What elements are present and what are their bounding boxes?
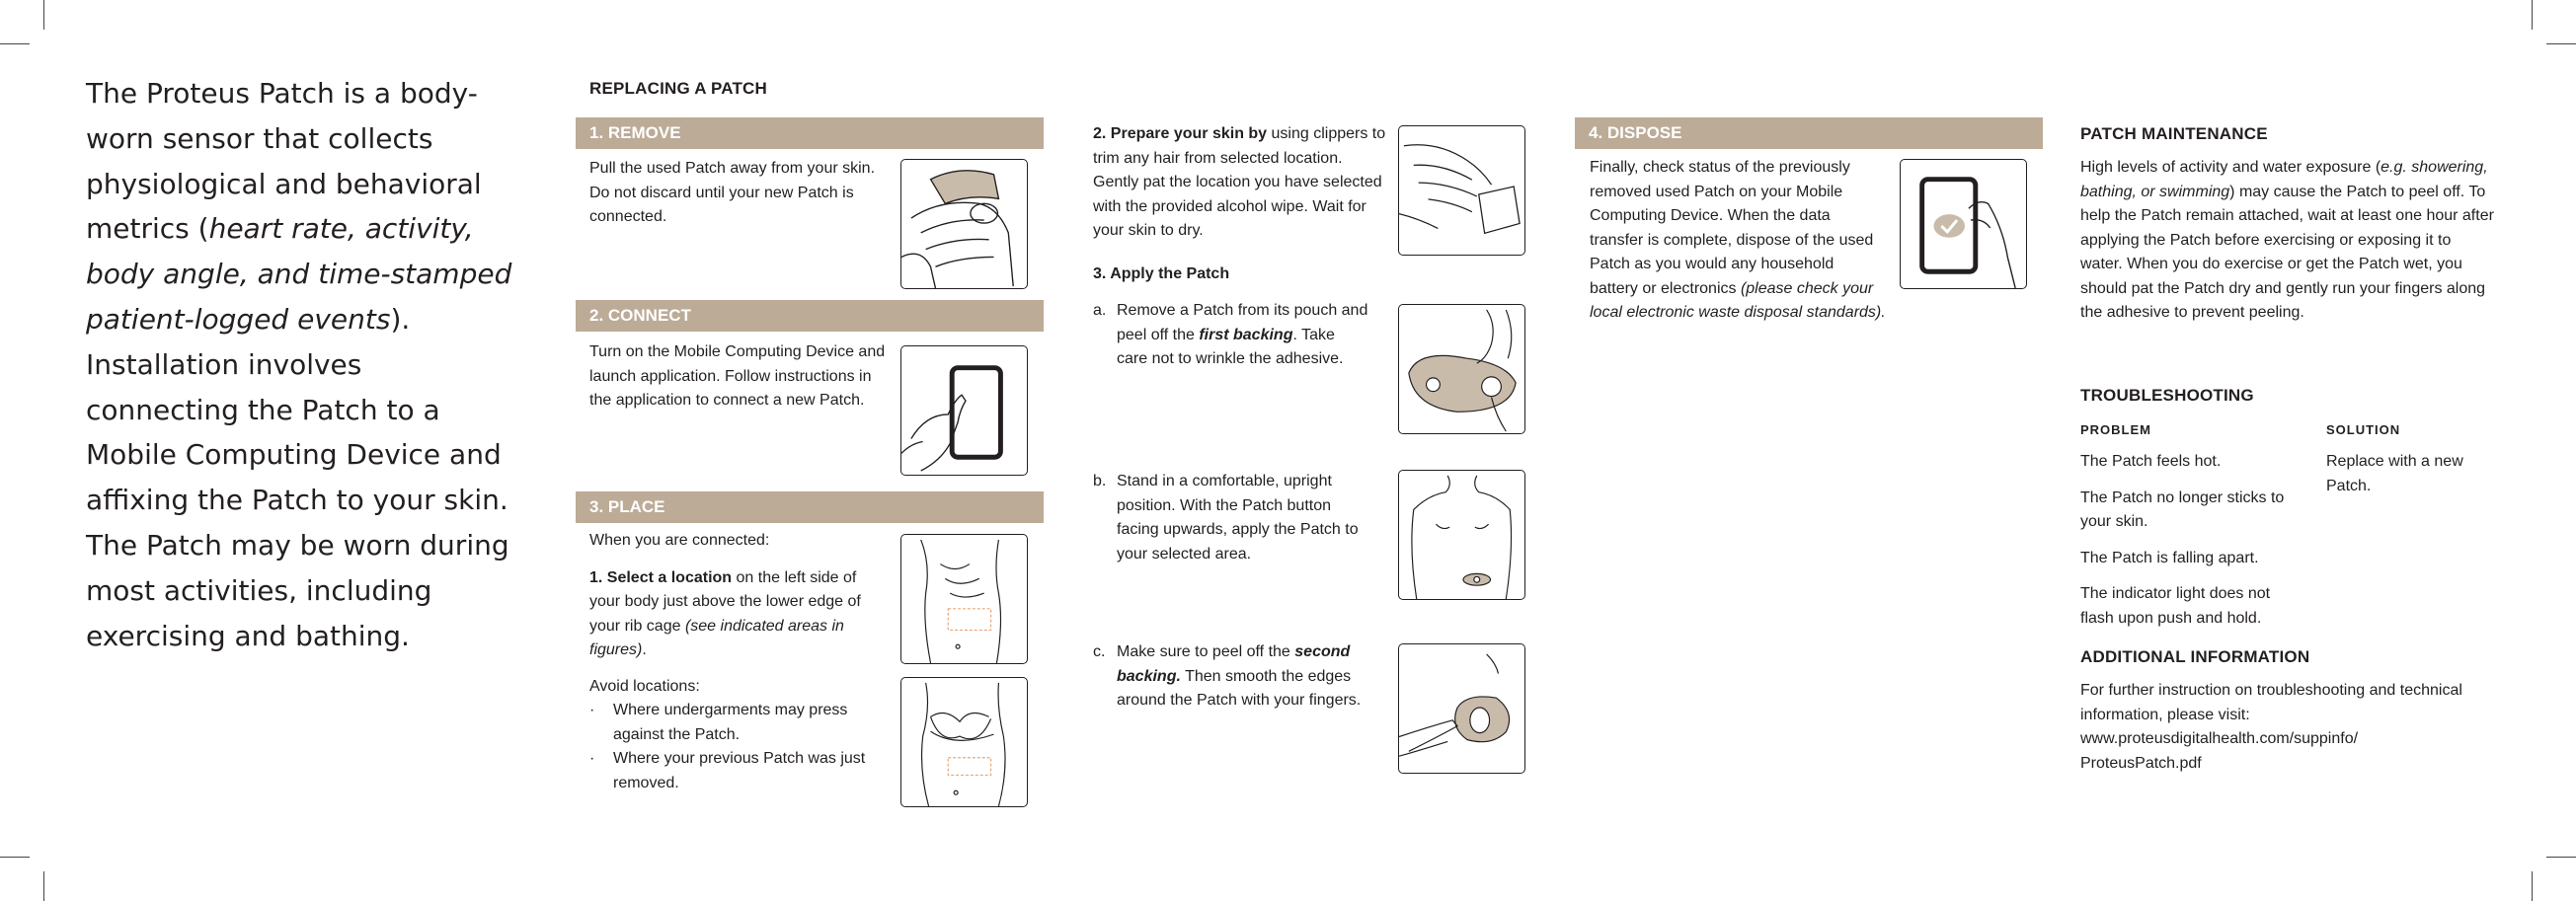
step-b [1093, 470, 1369, 566]
step-c-mark: c. [1093, 643, 1106, 660]
place-header: 3. PLACE [576, 491, 1044, 523]
torso-location-figure [900, 534, 1028, 664]
additional-text [2080, 679, 2495, 776]
additional-title: ADDITIONAL INFORMATION [2080, 647, 2310, 666]
prepare-text [1093, 122, 1389, 244]
select-location-italic: (see indicated areas in figures) [589, 617, 844, 658]
problem-header: PROBLEM [2080, 422, 2151, 437]
bullet-text: Where your previous Patch was just removed. [613, 750, 866, 791]
select-location-end: . [642, 641, 647, 658]
maintenance-title: PATCH MAINTENANCE [2080, 124, 2268, 143]
table-row: The Patch no longer sticks to your skin. [2080, 488, 2285, 530]
phone-check-figure [1900, 159, 2027, 289]
intro-text: The Proteus Patch is a body-worn sensor that collects physiological and behavioral metrics ( [86, 77, 482, 246]
avoid-title: Avoid locations: [589, 677, 700, 695]
dispose-italic: (please check your local electronic waste disposal standards). [1590, 279, 1886, 321]
prepare-skin-figure [1398, 125, 1525, 256]
step-a-text-end: . Take care not to wrinkle the adhesive. [1117, 326, 1344, 367]
crop-mark [43, 871, 44, 901]
smooth-edges-figure [1398, 643, 1525, 774]
crop-mark [2532, 871, 2533, 901]
remove-text: Pull the used Patch away from your skin. Do not discard until your new Patch is connected. [589, 160, 876, 225]
step-b-text: Stand in a comfortable, upright position. With the Patch button facing upwards, apply the Patch to your selected area. [1117, 473, 1359, 563]
bra-location-figure [900, 677, 1028, 807]
place-intro: When you are connected: [589, 532, 770, 549]
step-c [1093, 640, 1369, 713]
connect-text: Turn on the Mobile Computing Device and launch application. Follow instructions in the application to connect a new Patch. [589, 343, 886, 409]
maintenance-body-start: High levels of activity and water exposure ( [2080, 159, 2381, 176]
step-a-text [1117, 299, 1369, 372]
bullet-mark: · [589, 702, 595, 718]
crop-mark [2546, 43, 2576, 44]
step-a-mark: a. [1093, 302, 1107, 319]
problem-list [2080, 450, 2307, 631]
list-item [589, 699, 888, 747]
additional-url-file: ProteusPatch.pdf [2080, 754, 2202, 772]
step-c-italic: second backing. [1117, 643, 1351, 685]
select-location-bold: 1. Select a location [589, 568, 733, 586]
step-c-text [1117, 640, 1369, 713]
apply-title: 3. Apply the Patch [1093, 265, 1230, 282]
step-a-italic: first backing [1199, 326, 1293, 343]
maintenance-body-end: ) may cause the Patch to peel off. To help the Patch remain attached, wait at least one hour after applying the Patch before exercising or exposing it to water. When you do exercise or get the Patch wet, you should pat the Patch dry and gently run your fingers along the adhesive to prevent peeling. [2080, 183, 2494, 321]
bullet-mark: · [589, 750, 595, 767]
maintenance-text [2080, 156, 2495, 326]
remove-patch-figure [900, 159, 1028, 289]
peel-backing-figure [1398, 304, 1525, 434]
step-a-text-start: Remove a Patch from its pouch and peel off the [1117, 302, 1368, 343]
table-row: The indicator light does not flash upon push and hold. [2080, 585, 2271, 627]
intro-text-end: ). Installation involves connecting the Patch to a Mobile Computing Device and affixing the Patch to your skin. The Patch may be worn during most activities, including exercising and bathing. [86, 302, 509, 652]
bullet-text: Where undergarments may press against the Patch. [613, 702, 848, 743]
intro-italic: heart rate, activity, body angle, and time-stamped patient-logged events [86, 212, 512, 336]
crop-mark [2546, 857, 2576, 858]
phone-figure [900, 345, 1028, 476]
step-a [1093, 299, 1369, 372]
step-c-text-end: Then smooth the edges around the Patch with your fingers. [1117, 667, 1362, 709]
dispose-text [1590, 156, 1886, 326]
dispose-header: 4. DISPOSE [1575, 117, 2043, 149]
solution-text: Replace with a new Patch. [2326, 453, 2463, 494]
crop-mark [0, 857, 30, 858]
intro-paragraph [86, 71, 520, 658]
apply-patch-figure [1398, 470, 1525, 600]
select-location-text: on the left side of your body just above the lower edge of your rib cage [589, 568, 861, 635]
dispose-body: Finally, check status of the previously removed used Patch on your Mobile Computing Device. When the data transfer is complete, dispose of the used Patch as you would any household battery or electronics [1590, 159, 1874, 297]
place-text [589, 529, 888, 795]
additional-body: For further instruction on troubleshooting and technical information, please visit: [2080, 682, 2462, 723]
troubleshooting-title: TROUBLESHOOTING [2080, 386, 2254, 405]
replacing-title: REPLACING A PATCH [589, 79, 768, 98]
solution-header: SOLUTION [2326, 422, 2401, 437]
select-location [589, 566, 888, 663]
crop-mark [0, 43, 30, 44]
connect-header: 2. CONNECT [576, 300, 1044, 332]
prepare-bold: 2. Prepare your skin by [1093, 125, 1268, 142]
crop-mark [2532, 0, 2533, 30]
remove-header: 1. REMOVE [576, 117, 1044, 149]
maintenance-italic: e.g. showering, bathing, or swimming [2080, 159, 2488, 200]
prepare-body: using clippers to trim any hair from selected location. Gently pat the location you have selected with the provided alcohol wipe. Wait for your skin to dry. [1093, 125, 1386, 239]
table-row: The Patch is falling apart. [2080, 549, 2259, 566]
step-b-mark: b. [1093, 473, 1107, 489]
list-item [589, 747, 888, 795]
table-row: The Patch feels hot. [2080, 453, 2222, 470]
additional-url: www.proteusdigitalhealth.com/suppinfo/ [2080, 730, 2359, 747]
crop-mark [43, 0, 44, 30]
step-c-text-start: Make sure to peel off the [1117, 643, 1295, 660]
